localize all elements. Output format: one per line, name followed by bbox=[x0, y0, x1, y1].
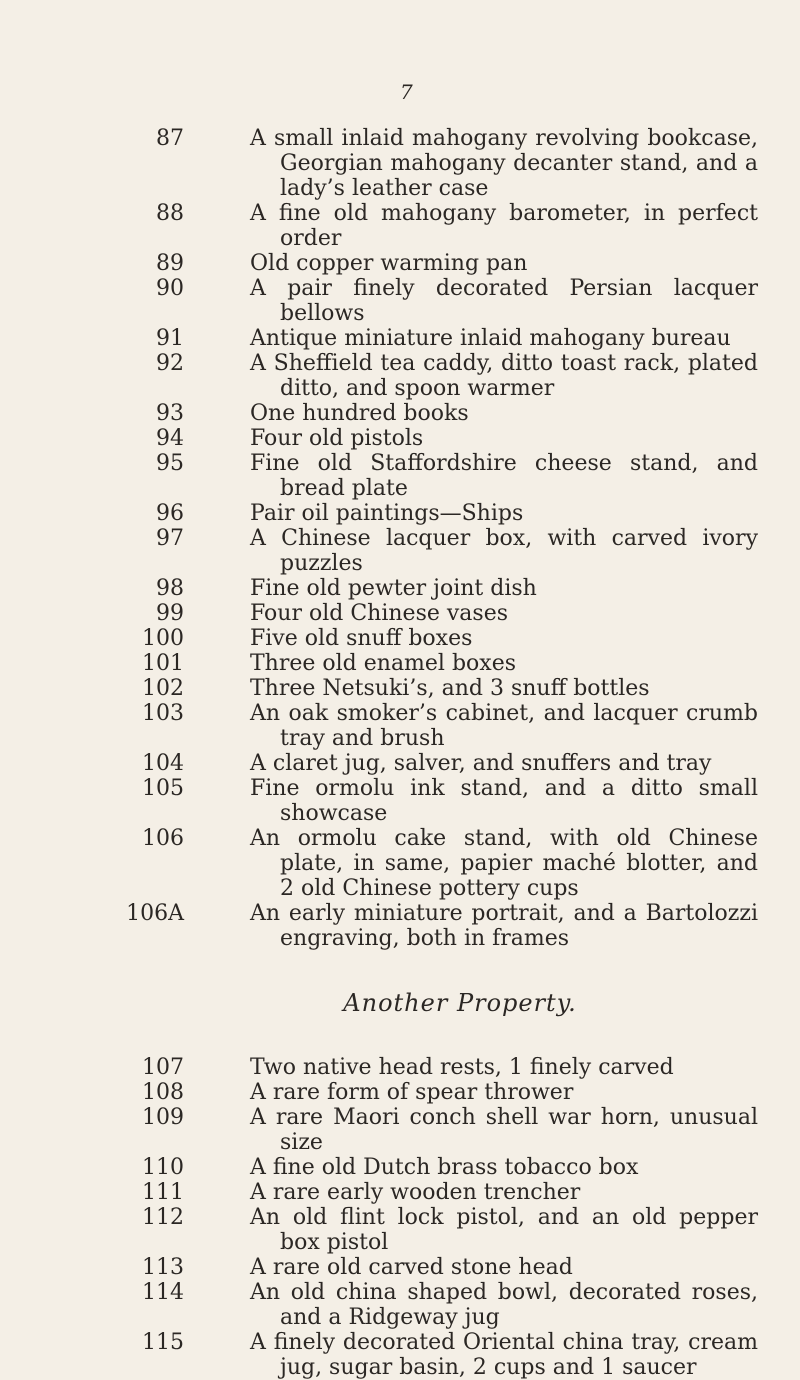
lot-description: An ormolu cake stand, with old Chinese plate, in same, papier maché blotter, and 2 old Chinese pottery cups bbox=[250, 826, 758, 901]
lot-number: 108 bbox=[142, 1080, 184, 1105]
lot-entry bbox=[0, 251, 800, 276]
lot-description: Three old enamel boxes bbox=[250, 651, 517, 676]
lot-number: 100 bbox=[142, 626, 184, 651]
lot-entry bbox=[0, 1055, 800, 1080]
lot-number: 89 bbox=[156, 251, 184, 276]
lot-number: 87 bbox=[156, 126, 184, 151]
lot-entry bbox=[0, 1080, 800, 1105]
lot-description: A Sheffield tea caddy, ditto toast rack, plated ditto, and spoon warmer bbox=[250, 351, 758, 401]
lot-description: A small inlaid mahogany revolving bookcase, Georgian mahogany decanter stand, and a lady’s leather case bbox=[250, 126, 758, 201]
lot-number: 111 bbox=[142, 1180, 184, 1205]
lot-entry bbox=[0, 751, 800, 776]
lot-description: One hundred books bbox=[250, 401, 469, 426]
lot-number: 94 bbox=[156, 426, 184, 451]
lot-number: 115 bbox=[142, 1330, 184, 1355]
lot-description: Four old pistols bbox=[250, 426, 424, 451]
lot-entry bbox=[0, 1205, 800, 1255]
lot-description: A rare early wooden trencher bbox=[250, 1180, 581, 1205]
lot-description: Two native head rests, 1 finely carved bbox=[250, 1055, 674, 1080]
lot-entry bbox=[0, 826, 800, 901]
lot-number: 97 bbox=[156, 526, 184, 551]
lot-entry bbox=[0, 901, 800, 951]
lot-description: Pair oil paintings—Ships bbox=[250, 501, 524, 526]
lot-description: A fine old Dutch brass tobacco box bbox=[250, 1155, 639, 1180]
lot-entry bbox=[0, 126, 800, 201]
lot-number: 90 bbox=[156, 276, 184, 301]
lot-number: 96 bbox=[156, 501, 184, 526]
lot-entry bbox=[0, 1155, 800, 1180]
lot-entry bbox=[0, 1180, 800, 1205]
lot-entry bbox=[0, 501, 800, 526]
section-heading: Another Property. bbox=[343, 989, 577, 1017]
lot-number: 104 bbox=[142, 751, 184, 776]
lot-entry bbox=[0, 676, 800, 701]
lot-group-second bbox=[0, 1055, 800, 1380]
lot-description: An old china shaped bowl, decorated roses, and a Ridgeway jug bbox=[250, 1280, 758, 1330]
lot-description: Five old snuff boxes bbox=[250, 626, 473, 651]
lot-number: 103 bbox=[142, 701, 184, 726]
lot-number: 110 bbox=[142, 1155, 184, 1180]
lot-number: 95 bbox=[156, 451, 184, 476]
lot-entry bbox=[0, 401, 800, 426]
lot-number: 99 bbox=[156, 601, 184, 626]
lot-entry bbox=[0, 451, 800, 501]
lot-number: 92 bbox=[156, 351, 184, 376]
lot-entry bbox=[0, 776, 800, 826]
lot-entry bbox=[0, 651, 800, 676]
lot-entry bbox=[0, 276, 800, 326]
lot-description: An oak smoker’s cabinet, and lacquer crumb tray and brush bbox=[250, 701, 758, 751]
lot-number: 105 bbox=[142, 776, 184, 801]
lot-description: A claret jug, salver, and snuffers and tray bbox=[250, 751, 712, 776]
lot-description: A pair finely decorated Persian lacquer bellows bbox=[250, 276, 758, 326]
lot-number: 106A bbox=[126, 901, 184, 926]
lot-number: 112 bbox=[142, 1205, 184, 1230]
lot-description: Fine old Staffordshire cheese stand, and bread plate bbox=[250, 451, 758, 501]
lot-description: A Chinese lacquer box, with carved ivory puzzles bbox=[250, 526, 758, 576]
lot-number: 88 bbox=[156, 201, 184, 226]
lot-entry bbox=[0, 576, 800, 601]
lot-group-first bbox=[0, 126, 800, 951]
lot-number: 106 bbox=[142, 826, 184, 851]
lot-number: 102 bbox=[142, 676, 184, 701]
lot-description: A rare form of spear thrower bbox=[250, 1080, 574, 1105]
page-number: 7 bbox=[400, 80, 413, 104]
lot-entry bbox=[0, 1330, 800, 1380]
lot-number: 107 bbox=[142, 1055, 184, 1080]
lot-description: A rare old carved stone head bbox=[250, 1255, 573, 1280]
lot-entry bbox=[0, 701, 800, 751]
lot-number: 93 bbox=[156, 401, 184, 426]
lot-entry bbox=[0, 1255, 800, 1280]
lot-description: An early miniature portrait, and a Bartolozzi engraving, both in frames bbox=[250, 901, 758, 951]
lot-entry bbox=[0, 351, 800, 401]
lot-entry bbox=[0, 426, 800, 451]
lot-entry bbox=[0, 1280, 800, 1330]
lot-entry bbox=[0, 1105, 800, 1155]
lot-number: 109 bbox=[142, 1105, 184, 1130]
lot-entry bbox=[0, 201, 800, 251]
lot-number: 113 bbox=[142, 1255, 184, 1280]
lot-number: 91 bbox=[156, 326, 184, 351]
lot-description: Fine old pewter joint dish bbox=[250, 576, 537, 601]
lot-description: Antique miniature inlaid mahogany bureau bbox=[250, 326, 731, 351]
lot-number: 101 bbox=[142, 651, 184, 676]
lot-list bbox=[0, 126, 800, 1380]
lot-description: Three Netsuki’s, and 3 snuff bottles bbox=[250, 676, 650, 701]
lot-description: A finely decorated Oriental china tray, cream jug, sugar basin, 2 cups and 1 saucer bbox=[250, 1330, 758, 1380]
lot-number: 114 bbox=[142, 1280, 184, 1305]
lot-description: Four old Chinese vases bbox=[250, 601, 509, 626]
lot-entry bbox=[0, 601, 800, 626]
lot-description: Fine ormolu ink stand, and a ditto small showcase bbox=[250, 776, 758, 826]
lot-description: A rare Maori conch shell war horn, unusual size bbox=[250, 1105, 758, 1155]
lot-description: An old flint lock pistol, and an old pepper box pistol bbox=[250, 1205, 758, 1255]
lot-entry bbox=[0, 526, 800, 576]
lot-description: Old copper warming pan bbox=[250, 251, 528, 276]
lot-number: 98 bbox=[156, 576, 184, 601]
lot-entry bbox=[0, 626, 800, 651]
lot-description: A fine old mahogany barometer, in perfect order bbox=[250, 201, 758, 251]
lot-entry bbox=[0, 326, 800, 351]
